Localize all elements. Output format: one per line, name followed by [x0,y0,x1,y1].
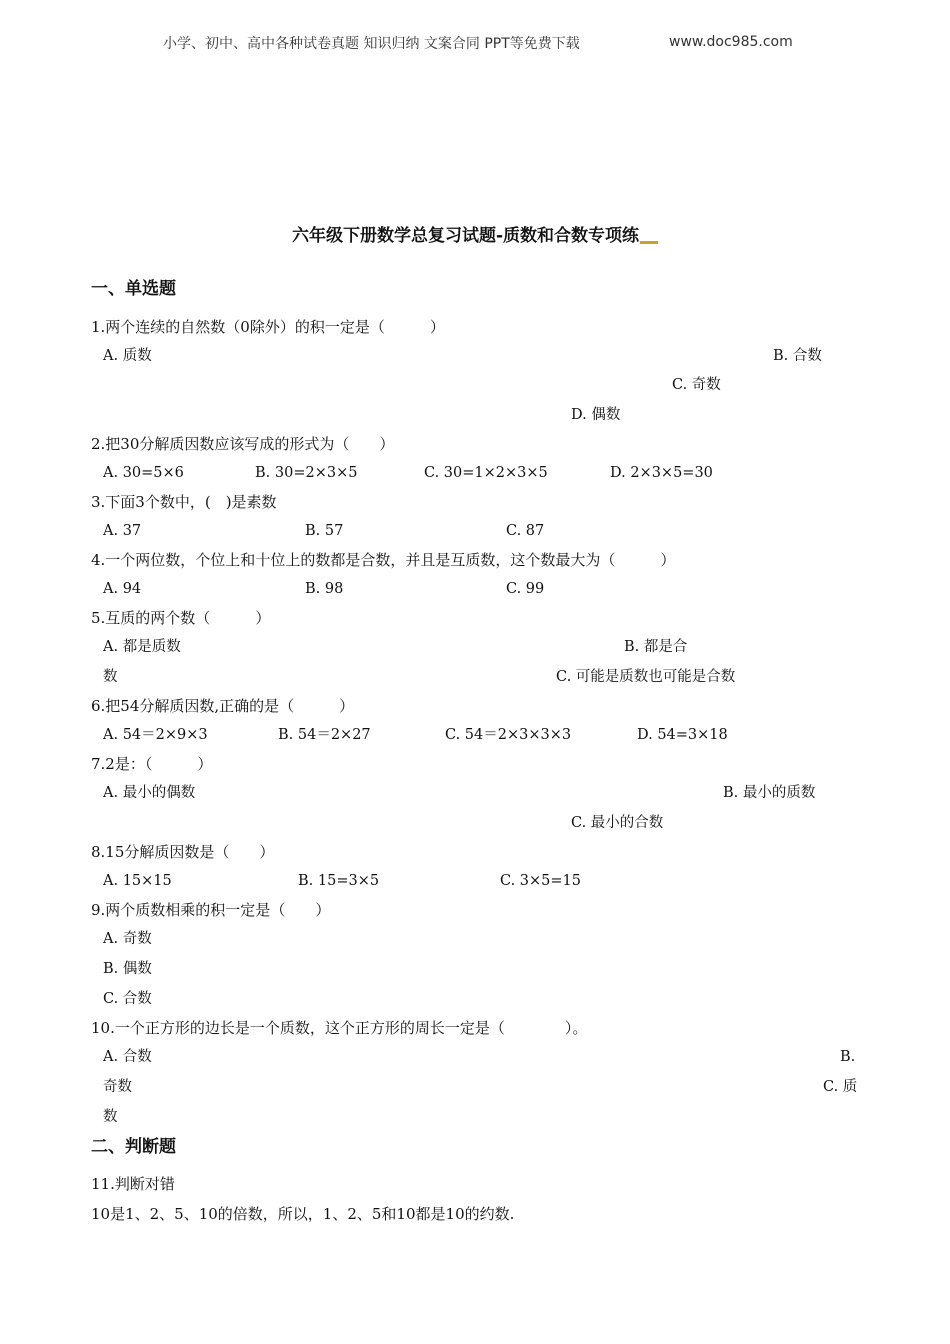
question-9-option-a: A. 奇数 [103,931,152,947]
document-title-text: 六年级下册数学总复习试题-质数和合数专项练 [291,226,640,246]
question-9-option-b: B. 偶数 [103,961,152,977]
question-10-stem: 10.一个正方形的边长是一个质数，这个正方形的周长一定是（ ）。 [91,1019,588,1037]
question-7-option-b: B. 最小的质数 [723,785,816,801]
question-4-option-b: B. 98 [305,581,344,597]
document-title [0,226,950,246]
question-4-option-c: C. 99 [506,581,545,597]
question-10-option-a: A. 合数 [103,1049,152,1065]
question-4-stem: 4.一个两位数，个位上和十位上的数都是合数，并且是互质数，这个数最大为（ ） [91,551,676,569]
question-3-option-b: B. 57 [305,523,344,539]
question-2-option-b: B. 30=2×3×5 [255,465,358,481]
question-3-stem: 3.下面3个数中，( )是素数 [91,493,277,511]
question-10-option-c: C. 质 [823,1079,858,1095]
question-6-stem: 6.把54分解质因数,正确的是（ ） [91,697,355,715]
page-header-site: www.doc985.com [669,34,793,50]
question-9-option-c: C. 合数 [103,991,152,1007]
section-heading-single-choice: 一、单选题 [91,279,176,299]
question-2-stem: 2.把30分解质因数应该写成的形式为（ ） [91,435,395,453]
question-5-option-b: B. 都是合 [624,639,688,655]
question-11-stem: 11.判断对错 [91,1175,175,1193]
question-8-stem: 8.15分解质因数是（ ） [91,843,275,861]
question-9-stem: 9.两个质数相乘的积一定是（ ） [91,901,331,919]
question-10-option-b-wrap: 奇数 [103,1079,132,1095]
question-1-option-c: C. 奇数 [672,377,721,393]
question-7-option-c: C. 最小的合数 [571,815,664,831]
question-5-option-b-wrap: 数 [103,669,118,685]
section-heading-true-false: 二、判断题 [91,1137,176,1157]
question-1-option-a: A. 质数 [103,348,152,364]
question-7-stem: 7.2是：（ ） [91,755,213,773]
question-10-option-c-wrap: 数 [103,1109,118,1125]
question-6-option-d: D. 54=3×18 [637,727,728,743]
question-3-option-a: A. 37 [103,523,142,539]
question-1-option-d: D. 偶数 [571,407,621,423]
question-6-option-c: C. 54＝2×3×3×3 [445,727,572,743]
question-2-option-d: D. 2×3×5=30 [610,465,713,481]
question-1-option-b: B. 合数 [773,348,822,364]
question-6-option-a: A. 54＝2×9×3 [103,727,208,743]
question-2-option-c: C. 30=1×2×3×5 [424,465,548,481]
question-2-option-a: A. 30=5×6 [103,465,184,481]
question-4-option-a: A. 94 [103,581,142,597]
question-8-option-c: C. 3×5=15 [500,873,581,889]
question-5-stem: 5.互质的两个数（ ） [91,609,271,627]
question-6-option-b: B. 54＝2×27 [278,727,371,743]
question-3-option-c: C. 87 [506,523,545,539]
title-underline-mark [640,241,658,244]
question-5-option-c: C. 可能是质数也可能是合数 [556,669,736,685]
question-7-option-a: A. 最小的偶数 [103,785,196,801]
question-8-option-b: B. 15=3×5 [298,873,380,889]
question-1-stem: 1.两个连续的自然数（0除外）的积一定是（ ） [91,318,445,336]
question-10-option-b: B. [840,1049,856,1065]
question-5-option-a: A. 都是质数 [103,639,181,655]
question-8-option-a: A. 15×15 [103,873,172,889]
question-11-body: 10是1、2、5、10的倍数，所以，1、2、5和10都是10的约数. [91,1205,515,1223]
page-header-text: 小学、初中、高中各种试卷真题 知识归纳 文案合同 PPT等免费下载 [163,36,580,52]
